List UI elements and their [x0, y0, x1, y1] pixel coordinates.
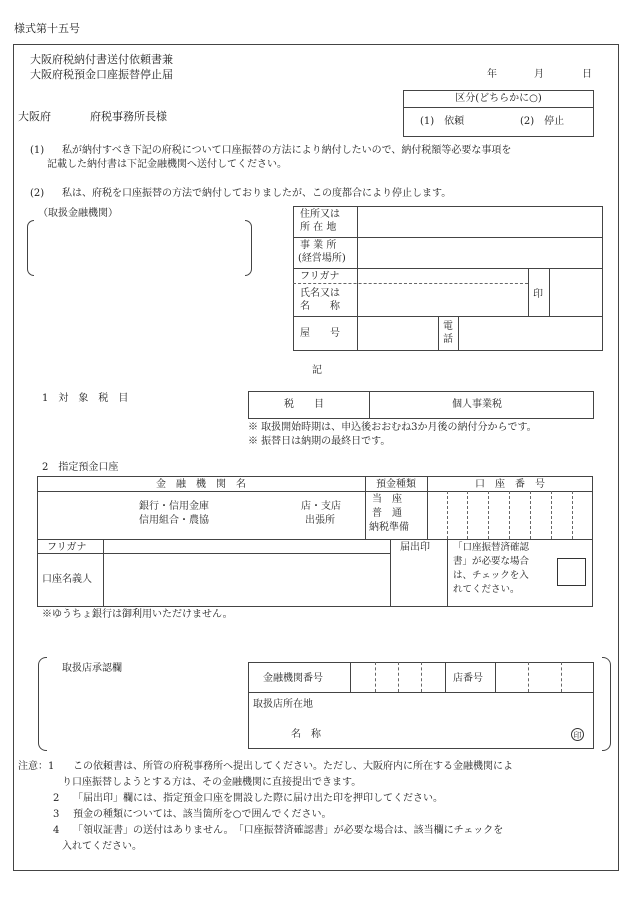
tax-header: 税 目: [284, 399, 324, 410]
phone-label-2: 話: [443, 334, 453, 345]
approval-bracket-right: [602, 657, 611, 751]
category-divider: [403, 107, 594, 108]
applicant-row1: [293, 237, 603, 238]
yucho-note: ※ゆうちょ銀行は御利用いただけません。: [42, 609, 233, 620]
ki-mark: 記: [312, 365, 322, 376]
date-year[interactable]: 年: [487, 69, 497, 80]
reg-seal-label: 届出印: [400, 542, 430, 553]
cert-text-3: は、チェックを入: [453, 570, 529, 581]
holder-furigana-label: フリガナ: [47, 542, 87, 553]
title-line2: 大阪府税預金口座振替停止届: [30, 68, 173, 81]
reg-seal-col-right: [447, 539, 448, 607]
applicant-row3: [293, 316, 603, 317]
approval-seal: 印: [571, 728, 584, 741]
bank-bracket-right: [245, 220, 252, 276]
tax-table-divider: [369, 391, 370, 419]
account-digit-sep: [447, 491, 448, 539]
reg-seal-col-left: [390, 539, 391, 607]
cert-checkbox[interactable]: [557, 558, 586, 586]
account-digit-sep: [488, 491, 489, 539]
date-day[interactable]: 日: [582, 69, 592, 80]
deposit-header: 預金種類: [376, 479, 416, 490]
note1-line1: この依頼書は、所管の府税事務所へ提出してください。ただし、大阪府内に所在する金融機関によ: [73, 761, 513, 772]
approval-name-label: 名 称: [291, 729, 321, 740]
office-label-1: 事 業 所: [300, 240, 337, 251]
title-line1: 大阪府税納付書送付依頼書兼: [30, 53, 173, 66]
cert-text-1: 「口座振替済確認: [453, 542, 530, 553]
addressee-pref: 大阪府: [18, 110, 51, 123]
para2-text: 私は、府税を口座振替の方法で納付しておりましたが、この度都合により停止します。: [62, 188, 452, 199]
holder-furigana-line: [37, 553, 390, 554]
deposit-tax[interactable]: 納税準備: [369, 522, 409, 533]
account-digit-sep: [509, 491, 510, 539]
bank-types-2: 信用組合・農協: [139, 515, 209, 526]
seal-label: 印: [533, 289, 543, 300]
location-label: 取扱店所在地: [253, 699, 313, 710]
seal-col-right: [549, 268, 550, 316]
applicant-row2: [293, 268, 603, 269]
section2-label: 2 指定預金口座: [42, 462, 119, 473]
office-label-2: (経営場所): [298, 253, 346, 264]
furigana-label: フリガナ: [300, 271, 340, 282]
bank-bracket-left: [27, 220, 34, 276]
address-label-2: 所 在 地: [300, 222, 337, 233]
cert-text-4: れてください。: [453, 584, 520, 595]
form-number: 様式第十五号: [14, 22, 80, 35]
para2-num: (2): [30, 188, 45, 199]
branch-2: 出張所: [305, 515, 335, 526]
bank-code-label: 金融機関番号: [263, 673, 323, 684]
bank-code-digit-sep: [421, 662, 422, 692]
branch-code-col-right: [495, 662, 496, 692]
notes-head: 注意：1: [18, 761, 55, 772]
bank-code-digit-sep: [398, 662, 399, 692]
account-digit-sep: [572, 491, 573, 539]
cert-text-2: 書」が必要な場合: [453, 556, 530, 567]
para1-line2: 記載した納付書は下記金融機関へ送付してください。: [47, 159, 287, 170]
name-label-2: 名 称: [300, 301, 340, 312]
section1-note1: ※ 取扱開始時期は、申込後おおむね3か月後の納付分からです。: [248, 422, 537, 433]
deposit-ordinary[interactable]: 普 通: [372, 508, 402, 519]
seal-col-left: [528, 268, 529, 316]
account-digit-sep: [530, 491, 531, 539]
account-header: 口 座 番 号: [475, 479, 545, 490]
branch-code-digit-sep: [528, 662, 529, 692]
tax-value: 個人事業税: [452, 399, 502, 410]
branch-code-digit-sep: [561, 662, 562, 692]
bank-types-1: 銀行・信用金庫: [139, 501, 209, 512]
applicant-col-divider: [357, 206, 358, 351]
approval-bracket-left: [38, 657, 47, 751]
phone-col-left: [438, 316, 439, 351]
note2-num: 2: [53, 793, 60, 804]
bank-code-col: [350, 662, 351, 692]
note4-line1: 「領収証書」の送付はありません。 「口座振替済確認書」が必要な場合は、該当欄にチェックを: [73, 825, 504, 836]
category-option-request[interactable]: (1) 依頼: [420, 116, 465, 127]
name-label-1: 氏名又は: [300, 288, 340, 299]
branch-code-col-left: [445, 662, 446, 692]
trade-label: 屋 号: [300, 328, 340, 339]
bank-code-digit-sep: [375, 662, 376, 692]
holder-col: [103, 539, 104, 607]
note4-num: 4: [53, 825, 60, 836]
note3-text: 預金の種類については、該当箇所を○で囲んでください。: [73, 809, 332, 820]
section1-label: 1 対 象 税 目: [42, 393, 129, 404]
note4-line2: 入れてください。: [62, 841, 142, 852]
para1-line1: 私が納付すべき下記の府税について口座振替の方法により納付したいので、納付税額等必要な事項を: [62, 145, 512, 156]
account-digit-sep: [467, 491, 468, 539]
category-header: 区分(どちらかに○): [455, 93, 542, 104]
bank-header: 金 融 機 関 名: [156, 479, 246, 490]
phone-col-right: [458, 316, 459, 351]
account-digit-sep: [551, 491, 552, 539]
category-option-stop[interactable]: (2) 停止: [520, 116, 565, 127]
bank-label: （取扱金融機関）: [38, 208, 118, 219]
phone-label-1: 電: [443, 321, 453, 332]
approval-label: 取扱店承認欄: [62, 663, 122, 674]
approval-row-line: [248, 692, 594, 693]
branch-code-label: 店番号: [453, 673, 483, 684]
address-label-1: 住所又は: [300, 209, 340, 220]
account-row-line: [37, 539, 593, 540]
para1-num: (1): [30, 145, 45, 156]
section1-note2: ※ 振替日は納期の最終日です。: [248, 436, 391, 447]
addressee-office: 府税事務所長様: [90, 110, 167, 123]
note2-text: 「届出印」欄には、指定預金口座を開設した際に届け出た印を押印してください。: [73, 793, 443, 804]
branch-1: 店・支店: [301, 501, 341, 512]
note3-num: 3: [53, 809, 60, 820]
deposit-current[interactable]: 当 座: [372, 494, 402, 505]
holder-label: 口座名義人: [42, 574, 92, 585]
note1-line2: り口座振替しようとする方は、その金融機関に直接提出できます。: [62, 777, 362, 788]
date-month[interactable]: 月: [534, 69, 544, 80]
